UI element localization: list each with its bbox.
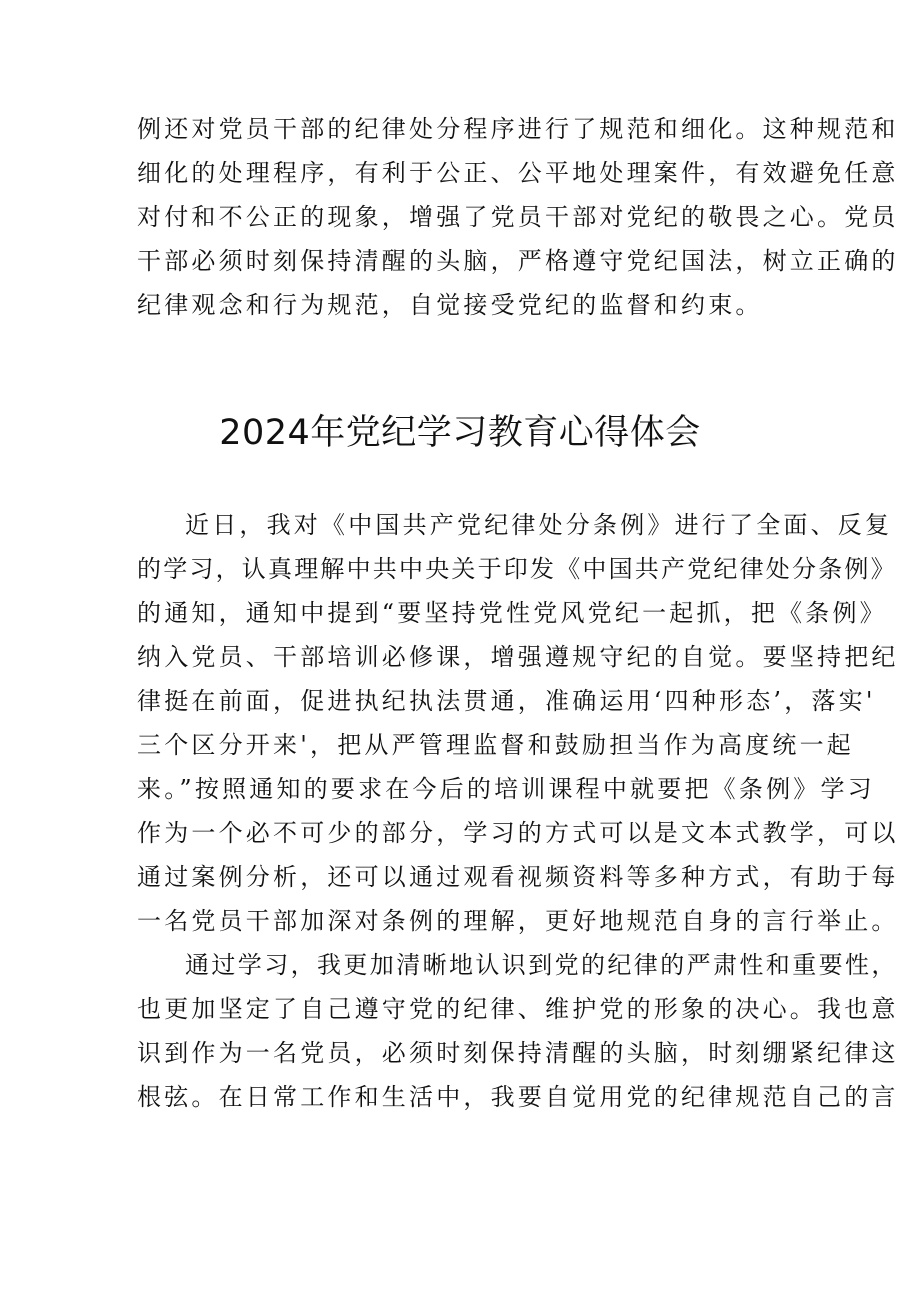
paragraph1-line-3: 的通知，通知中提到“要坚持党性党风党纪一起抓，把《条例》: [137, 599, 887, 627]
intro-line-3: 对付和不公正的现象，增强了党员干部对党纪的敬畏之心。党员: [137, 203, 899, 231]
paragraph2-line-4: 根弦。在日常工作和生活中，我要自觉用党的纪律规范自己的言: [137, 1083, 899, 1111]
paragraph2-line-2: 也更加坚定了自己遵守党的纪律、维护党的形象的决心。我也意: [137, 995, 899, 1023]
paragraph1-line-9: 通过案例分析，还可以通过观看视频资料等多种方式，有助于每: [137, 863, 899, 891]
paragraph1-line-4: 纳入党员、干部培训必修课，增强遵规守纪的自觉。要坚持把纪: [137, 643, 899, 671]
paragraph1-line-7: 来。”按照通知的要求在今后的培训课程中就要把《条例》学习: [137, 775, 875, 803]
intro-line-5: 纪律观念和行为规范，自觉接受党纪的监督和约束。: [137, 291, 763, 319]
paragraph1-line-6: 三个区分开来'，把从严管理监督和鼓励担当作为高度统一起: [137, 731, 854, 759]
intro-line-4: 干部必须时刻保持清醒的头脑，严格遵守党纪国法，树立正确的: [137, 247, 899, 275]
paragraph1-line-2: 的学习，认真理解中共中央关于印发《中国共产党纪律处分条例》: [137, 555, 897, 583]
intro-line-1: 例还对党员干部的纪律处分程序进行了规范和细化。这种规范和: [137, 115, 899, 143]
paragraph2-line-1: 通过学习，我更加清晰地认识到党的纪律的严肃性和重要性，: [185, 951, 898, 979]
paragraph1-line-5: 律挺在前面，促进执纪执法贯通，准确运用‘四种形态’，落实': [137, 687, 876, 715]
paragraph1-line-10: 一名党员干部加深对条例的理解，更好地规范自身的言行举止。: [137, 907, 899, 935]
document-title: 2024年党纪学习教育心得体会: [219, 413, 701, 453]
intro-line-2: 细化的处理程序，有利于公正、公平地处理案件，有效避免任意: [137, 159, 899, 187]
paragraph1-line-8: 作为一个必不可少的部分，学习的方式可以是文本式教学，可以: [137, 819, 899, 847]
paragraph2-line-3: 识到作为一名党员，必须时刻保持清醒的头脑，时刻绷紧纪律这: [137, 1039, 899, 1067]
paragraph1-line-1: 近日，我对《中国共产党纪律处分条例》进行了全面、反复: [185, 511, 893, 539]
